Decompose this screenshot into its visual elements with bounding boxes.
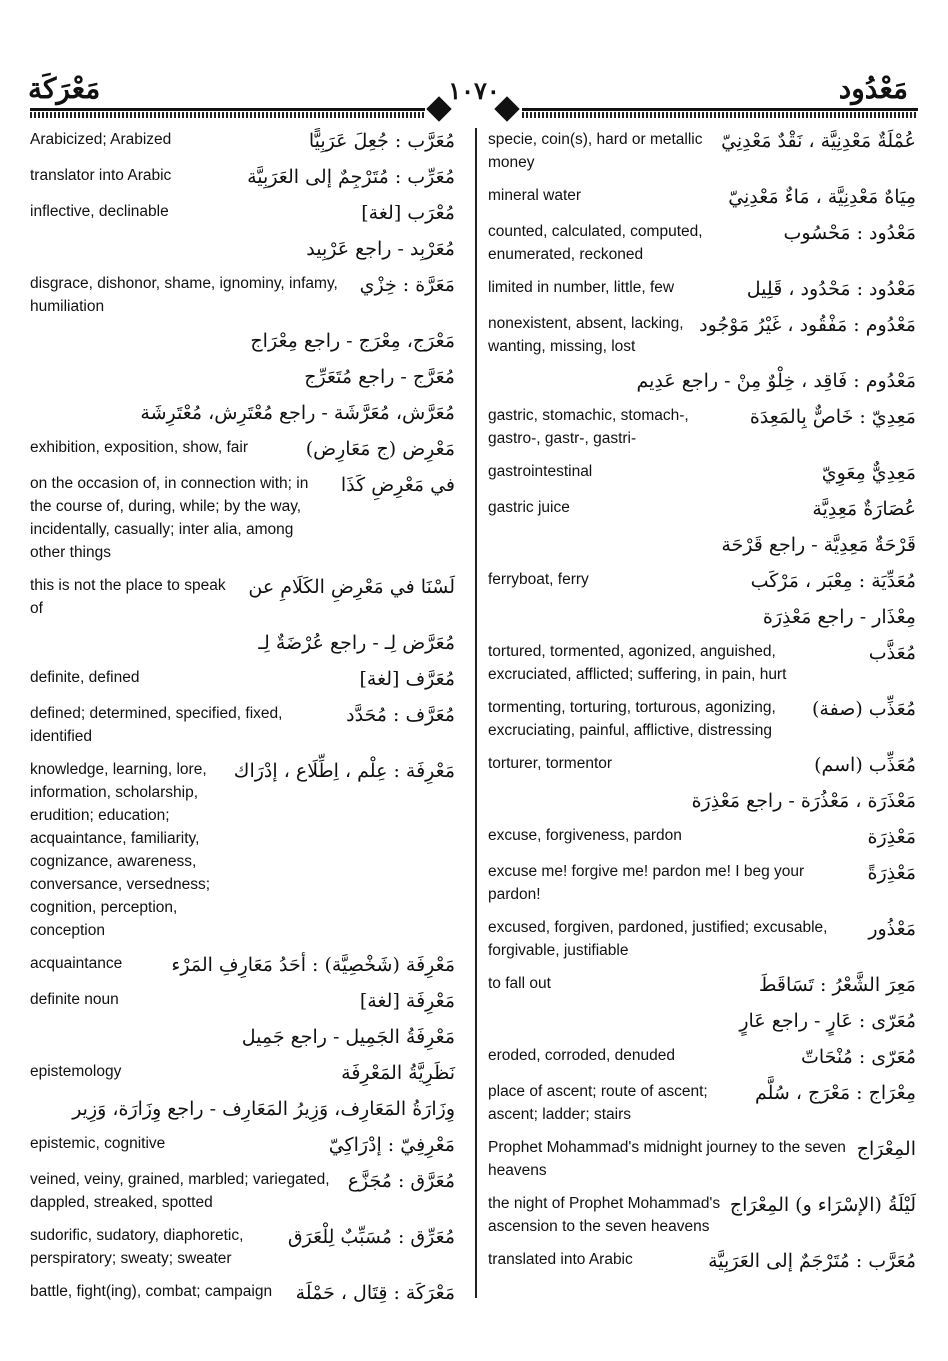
dictionary-entry (488, 1192, 916, 1238)
dictionary-entry (488, 1008, 916, 1034)
entry-arabic: عُمْلَةٌ مَعْدِنِيَّة ، نَقْدٌ مَعْدِنِيّ (721, 130, 916, 152)
entry-english: definite, defined (30, 669, 140, 686)
dictionary-entry (30, 952, 455, 978)
dictionary-entry (30, 400, 455, 426)
dictionary-entry (488, 1136, 916, 1182)
entry-arabic: مُعَرَّب : مُتَرْجَمٌ إلى العَرَبِيَّة (708, 1250, 916, 1272)
entry-english: inflective, declinable (30, 203, 169, 220)
entry-arabic: مُعَرَّش، مُعَرَّشَة - راجع مُعْتَرِش، مُعْتَرِشَة (140, 402, 455, 424)
dictionary-entry (30, 1224, 455, 1270)
entry-arabic: مُعَرِّب : مُتَرْجِمٌ إلى العَرَبِيَّة (247, 166, 455, 188)
entry-arabic: مُعَذَّب (868, 642, 916, 664)
dictionary-entry (30, 758, 455, 942)
header-stripe-left (30, 112, 425, 118)
entry-arabic: المِعْرَاج (856, 1138, 916, 1160)
dictionary-entry (488, 860, 916, 906)
entry-english: gastric, stomachic, stomach-, gastro-, gastr-, gastri- (488, 407, 689, 447)
entry-arabic: مَعْرِفَة [لغة] (359, 990, 455, 1012)
entry-arabic: نَظَرِيَّةُ المَعْرِفَة (341, 1062, 455, 1084)
dictionary-entry (30, 328, 455, 354)
dictionary-entry (488, 220, 916, 266)
dictionary-entry (488, 532, 916, 558)
entry-english: gastric juice (488, 499, 570, 516)
dictionary-entry (30, 988, 455, 1014)
dictionary-entry (488, 184, 916, 210)
entry-arabic: مَعَرَّة : خِزْي (359, 274, 455, 296)
entry-arabic: لَيْلَةُ (الإسْرَاء و) المِعْرَاج (729, 1194, 916, 1216)
entry-english: tortured, tormented, agonized, anguished, excruciated, afflicted; suffering, in pain, hurt (488, 643, 787, 683)
entry-english: on the occasion of, in connection with; in the course of, during, while; by the way, incidentally, casually; inter alia, among other things (30, 475, 309, 561)
entry-english: translated into Arabic (488, 1251, 633, 1268)
dictionary-entry (488, 128, 916, 174)
entry-arabic: مُعَدِّيَة : مِعْبَر ، مَرْكَب (750, 570, 916, 592)
dictionary-entry (488, 460, 916, 486)
dictionary-entry (488, 368, 916, 394)
dictionary-entry (30, 1024, 455, 1050)
entry-arabic: مَعْرَكَة : قِتَال ، حَمْلَة (295, 1282, 455, 1304)
dictionary-entry (30, 164, 455, 190)
header-stripe-right (522, 112, 918, 118)
entry-english: the night of Prophet Mohammad's ascension to the seven heavens (488, 1195, 721, 1235)
entry-english: eroded, corroded, denuded (488, 1047, 676, 1064)
entry-arabic: مُعَرَّف : مُحَدَّد (346, 704, 455, 726)
entry-english: exhibition, exposition, show, fair (30, 439, 248, 456)
dictionary-entry (30, 364, 455, 390)
entry-arabic: مُعَرَّب : جُعِلَ عَرَبِيًّا (308, 130, 455, 152)
entry-english: veined, veiny, grained, marbled; variegated, dappled, streaked, spotted (30, 1171, 330, 1211)
entry-english: specie, coin(s), hard or metallic money (488, 131, 703, 171)
dictionary-entry (30, 436, 455, 462)
entry-english: excuse, forgiveness, pardon (488, 827, 682, 844)
entry-english: battle, fight(ing), combat; campaign (30, 1283, 273, 1300)
dictionary-entry (30, 702, 455, 748)
entry-arabic: مُعَرَّف [لغة] (359, 668, 455, 690)
dictionary-entry (30, 1096, 455, 1122)
entry-arabic: مُعَرّى : عَارٍ - راجع عَارٍ (739, 1010, 916, 1032)
page-number: ١٠٧٠ (448, 76, 500, 105)
entry-arabic: مِيَاهٌ مَعْدِنِيَّة ، مَاءٌ مَعْدِنِيّ (728, 186, 916, 208)
entry-arabic: مُعَرَّق : مُجَزَّع (347, 1170, 455, 1192)
dictionary-entry (30, 472, 455, 564)
entry-arabic: في مَعْرِضِ كَذَا (340, 474, 455, 496)
entry-arabic: مِعْذَار - راجع مَعْذِرَة (762, 606, 916, 628)
dictionary-entry (30, 272, 455, 318)
entry-english: torturer, tormentor (488, 755, 613, 772)
entry-english: gastrointestinal (488, 463, 593, 480)
entry-arabic: مَعْدُوم : مَفْقُود ، غَيْرُ مَوْجُود (699, 314, 916, 336)
entry-english: to fall out (488, 975, 551, 992)
entry-arabic: مُعَرْبِد - راجع عَرْبِيد (306, 238, 455, 260)
dictionary-entry (488, 1248, 916, 1274)
entry-arabic: مَعْرِفَة (شَخْصِيَّة) : أحَدُ مَعَارِفِ المَرْء (171, 954, 455, 976)
entry-arabic: مَعْدُود : مَحْسُوب (783, 222, 916, 244)
dictionary-entry (488, 752, 916, 778)
entry-english: place of ascent; route of ascent; ascent; ladder; stairs (488, 1083, 708, 1123)
entry-english: tormenting, torturing, torturous, agonizing, excruciating, painful, afflictive, distressing (488, 699, 776, 739)
entry-arabic: مَعْرَج، مِعْرَج - راجع مِعْرَاج (250, 330, 455, 352)
entry-english: excuse me! forgive me! pardon me! I beg your pardon! (488, 863, 805, 903)
dictionary-entry (30, 1280, 455, 1306)
header-rule-left (30, 108, 425, 111)
dictionary-entry (488, 640, 916, 686)
entry-arabic: مُعْرَب [لغة] (361, 202, 455, 224)
entry-arabic: لَسْنَا في مَعْرِضِ الكَلَامِ عن (248, 576, 455, 598)
left-column (30, 128, 455, 1316)
entry-english: epistemology (30, 1063, 122, 1080)
dictionary-entry (488, 604, 916, 630)
entry-english: defined; determined, specified, fixed, identified (30, 705, 283, 745)
column-divider (475, 128, 477, 1298)
entry-arabic: مَعْذَرَة ، مَعْذُرَة - راجع مَعْذِرَة (691, 790, 916, 812)
entry-arabic: عُصَارَةٌ مَعِدِيَّة (812, 498, 916, 520)
dictionary-entry (488, 1044, 916, 1070)
entry-english: excused, forgiven, pardoned, justified; excusable, forgivable, justifiable (488, 919, 828, 959)
running-head-right: مَعْدُود (838, 72, 908, 105)
entry-english: limited in number, little, few (488, 279, 675, 296)
running-head-left: مَعْرَكَة (28, 72, 101, 105)
entry-english: epistemic, cognitive (30, 1135, 166, 1152)
entry-english: ferryboat, ferry (488, 571, 589, 588)
dictionary-entry (30, 128, 455, 154)
dictionary-entry (488, 916, 916, 962)
dictionary-entry (488, 1080, 916, 1126)
dictionary-entry (30, 200, 455, 226)
entry-arabic: وِزَارَةُ المَعَارِف، وَزِيرُ المَعَارِف - راجع وِزَارَة، وَزِير (72, 1098, 455, 1120)
entry-arabic: مَعْرِض (ج مَعَارِض) (305, 438, 455, 460)
entry-arabic: مَعْذِرَة (867, 826, 916, 848)
header-rule-right (522, 108, 918, 111)
entry-english: this is not the place to speak of (30, 577, 226, 617)
entry-english: translator into Arabic (30, 167, 172, 184)
dictionary-entry (30, 1168, 455, 1214)
entry-arabic: مَعْرِفَة : عِلْم ، اِطِّلَاع ، إدْرَاك (233, 760, 455, 782)
right-column (488, 128, 916, 1284)
entry-english: definite noun (30, 991, 119, 1008)
entry-arabic: مُعَرِّق : مُسَبِّبٌ لِلْعَرَق (287, 1226, 455, 1248)
entry-english: knowledge, learning, lore, information, scholarship, erudition; education; acquaintance, familiarity, cognizance, awareness, conversance, versedness; cognition, perception, conception (30, 761, 211, 939)
entry-english: counted, calculated, computed, enumerated, reckoned (488, 223, 703, 263)
entry-arabic: مُعَذِّب (صفة) (812, 698, 916, 720)
entry-english: disgrace, dishonor, shame, ignominy, infamy, humiliation (30, 275, 338, 315)
entry-english: sudorific, sudatory, diaphoretic, perspiratory; sweaty; sweater (30, 1227, 244, 1267)
entry-english: Arabicized; Arabized (30, 131, 172, 148)
entry-arabic: مَعْذُور (868, 918, 916, 940)
entry-arabic: مِعْرَاج : مَعْرَج ، سُلَّم (754, 1082, 916, 1104)
dictionary-entry (488, 404, 916, 450)
entry-english: nonexistent, absent, lacking, wanting, missing, lost (488, 315, 684, 355)
entry-arabic: مُعَرَّض لِـ - راجع عُرْضَةٌ لِـ (258, 632, 455, 654)
entry-arabic: مَعْرِفِيّ : إدْرَاكِيّ (328, 1134, 455, 1156)
entry-arabic: قَرْحَةٌ مَعِدِيَّة - راجع قَرْحَة (721, 534, 916, 556)
entry-arabic: مُعَذِّب (اسم) (814, 754, 916, 776)
dictionary-entry (488, 972, 916, 998)
dictionary-entry (30, 1060, 455, 1086)
entry-english: Prophet Mohammad's midnight journey to the seven heavens (488, 1139, 846, 1179)
entry-arabic: مَعْدُود : مَحْدُود ، قَلِيل (746, 278, 916, 300)
entry-english: mineral water (488, 187, 582, 204)
dictionary-entry (488, 496, 916, 522)
dictionary-entry (488, 312, 916, 358)
dictionary-entry (30, 236, 455, 262)
entry-arabic: مَعْذِرَةً (867, 862, 916, 884)
dictionary-entry (30, 630, 455, 656)
entry-arabic: مُعَرّى : مُنْحَاتّ (800, 1046, 916, 1068)
entry-arabic: مَعِدِيّ : خَاصٌّ بِالمَعِدَة (749, 406, 916, 428)
entry-arabic: مَعْدُوم : فَاقِد ، خِلْوٌ مِنْ - راجع عَدِيم (636, 370, 916, 392)
dictionary-entry (30, 1132, 455, 1158)
entry-english: acquaintance (30, 955, 123, 972)
dictionary-entry (30, 666, 455, 692)
entry-arabic: مَعِدِيٌّ مِعَوِيّ (821, 462, 916, 484)
entry-arabic: مَعِرَ الشَّعْرُ : تَسَاقَطَ (758, 974, 916, 996)
dictionary-entry (488, 696, 916, 742)
entry-arabic: مُعَرَّج - راجع مُتَعَرِّج (304, 366, 455, 388)
entry-arabic: مَعْرِفَةُ الجَمِيل - راجع جَمِيل (241, 1026, 455, 1048)
dictionary-entry (488, 824, 916, 850)
dictionary-entry (488, 568, 916, 594)
dictionary-entry (488, 788, 916, 814)
dictionary-entry (30, 574, 455, 620)
dictionary-entry (488, 276, 916, 302)
